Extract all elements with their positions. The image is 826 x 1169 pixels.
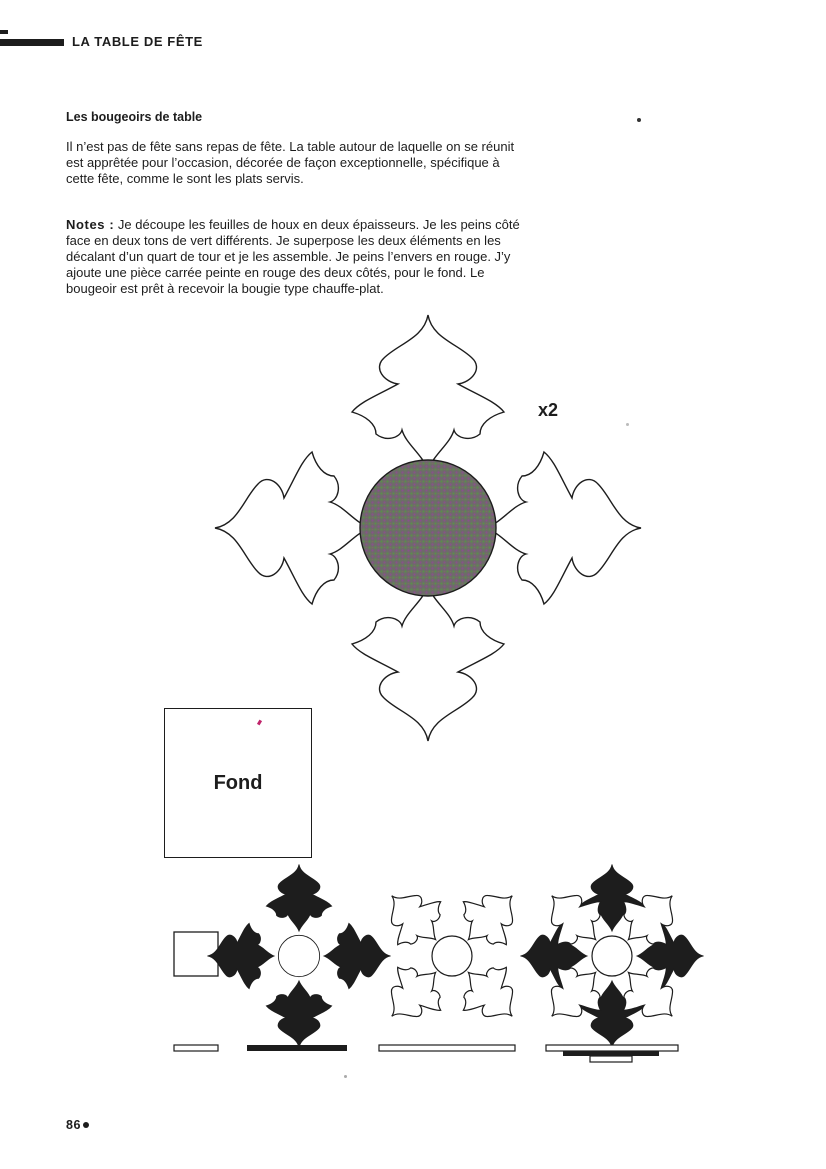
page-number xyxy=(66,1118,89,1132)
profile-combined-mid xyxy=(563,1051,659,1056)
intro-paragraph: Il n’est pas de fête sans repas de fête. La table autour de laquelle on se réunit est apprêtée pour l’occasion, décorée de façon exceptionnelle, spécifique à cette fête, comme le sont les plats servis. xyxy=(66,139,515,186)
notes-text: Je découpe les feuilles de houx en deux épaisseurs. Je les peins côté face en deux tons de vert différents. Je superpose les deux éléments en les décalant d’un quart de tour et je les assemble. Je peins l’envers en rouge. J’y ajoute une pièce carrée peinte en rouge des deux côtés, pour le fond. Le bougeoir est prêt à recevoir la bougie type chauffe-plat. xyxy=(66,217,520,296)
candle-circle xyxy=(360,460,496,596)
step-holly-outline-center xyxy=(432,936,472,976)
fond-label: Fond xyxy=(213,772,263,794)
step-holly-black xyxy=(207,864,390,1047)
page-number-value: 86 xyxy=(66,1118,81,1132)
ink-mark xyxy=(257,720,262,726)
profile-outline xyxy=(379,1045,515,1051)
step-holly-combined xyxy=(492,836,733,1077)
chapter-title: LA TABLE DE FÊTE xyxy=(72,34,203,49)
quantity-label: x2 xyxy=(538,400,559,420)
profile-combined-top xyxy=(546,1045,678,1051)
notes-label: Notes : xyxy=(66,217,115,232)
holly-leaf-pattern xyxy=(215,315,641,741)
profile-square xyxy=(174,1045,218,1051)
step-square xyxy=(174,932,218,976)
profile-black xyxy=(247,1045,347,1051)
page-bullet xyxy=(83,1122,89,1128)
profile-combined-base xyxy=(590,1056,632,1062)
fond-square xyxy=(164,708,312,858)
section-title: Les bougeoirs de table xyxy=(66,110,203,124)
